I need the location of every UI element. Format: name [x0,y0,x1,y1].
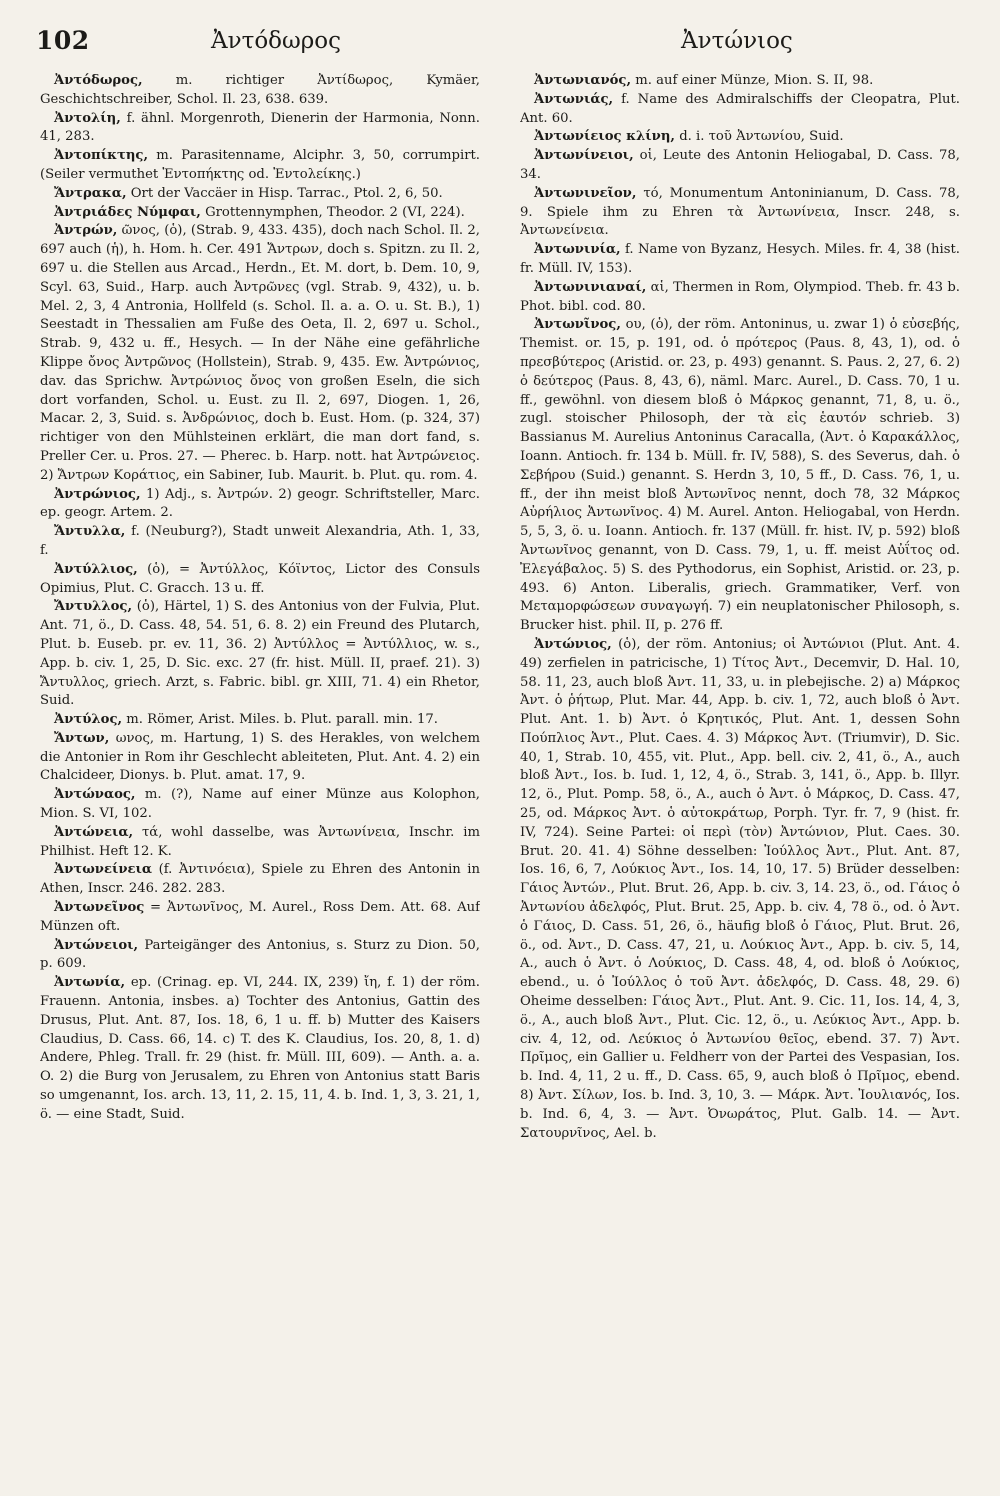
entry-headword: Ἀντωνεῖνος [54,900,145,916]
entry-definition: f. (Neuburg?), Stadt unweit Alexandria, Ath. 1, 33, f. [40,524,480,558]
entry-headword: Ἀντύλος, [54,712,123,728]
dictionary-entry [520,636,960,1144]
entry-definition: οἱ, Leute des Antonin Heliogabal, D. Cass. 78, 34. [520,148,960,182]
dictionary-entry [40,937,480,975]
entry-definition: ep. (Crinag. ep. VI, 244. IX, 239) ἴη, f. 1) der röm. Frauenn. Antonia, insbes. a) Tochter des Antonius, Gattin des Drusus, Plut. Ant. 87, Ios. 18, 6, 1 u. ff. b) Mutter des Kaisers Claudius, D. Cass. 66, 14. c) T. des K. Claudius, Ios. 20, 8, 1. d) Andere, Phleg. Trall. fr. 29 (hist. fr. Müll. III, 609). — Anth. a. a. O. 2) die Burg von Jerusalem, zu Ehren von Antonius statt Baris so umgenannt, Ios. arch. 13, 11, 2. 15, 11, 4. b. Ind. 1, 3, 3. 21, 1, ö. — eine Stadt, Suid. [40,975,480,1122]
dictionary-entry [40,786,480,824]
entry-definition: m. Parasitenname, Alciphr. 3, 50, corrumpirt. (Seiler vermuthet Ἐντοπήκτης od. Ἐντολείκης.) [40,148,480,182]
entry-headword: Ἀντωνιανός, [534,73,632,88]
entry-definition: ου, (ὁ), der röm. Antoninus, u. zwar 1) ὁ εὐσεβής, Themist. or. 15, p. 191, od. ὁ πρότερος (Paus. 8, 43, 1), od. ὁ πρεσβύτερος (Aristid. or. 23, p. 493) genannt. S. Paus. 2, 27, 6. 2) ὁ δεύτερος (Paus. 8, 43, 6), näml. Marc. Aurel., D. Cass. 70, 1 u. ff., gewöhnl. von diesem bloß ὁ Μάρκος genannt, 71, 8, u. ö., zugl. stoischer Philosoph, der τὰ εἰς ἑαυτόν schrieb. 3) Bassianus M. Aurelius Antoninus Caracalla, (Ἀντ. ὁ Καρακάλλος, Ioann. Antioch. fr. 134 b. Müll. fr. IV, 588), S. des Severus, dah. ὁ Σεβήρου (Suid.) genannt. S. Herdn 3, 10, 5 ff., D. Cass. 76, 1, u. ff., der ihn meist bloß Ἀντωνῖνος nennt, doch 78, 32 Μάρκος Αὐρήλιος Ἀντωνῖνος. 4) M. Aurel. Anton. Heliogabal, von Herdn. 5, 5, 3, ö. u. Ioann. Antioch. fr. 137 (Müll. fr. hist. IV, p. 592) bloß Ἀντωνῖνος genannt, von D. Cass. 79, 1, u. ff. meist Αὐΐτος od. Ἐλεγάβαλος. 5) S. des Pythodorus, ein Sophist, Aristid. or. 23, p. 493. 6) Anton. Liberalis, griech. Grammatiker, Verf. von Μεταμορφώσεων συναγωγή. 7) ein neuplatonischer Philosoph, s. Brucker hist. phil. II, p. 276 ff. [520,317,960,634]
entry-headword: Ἀντύλλιος, [54,561,138,577]
dictionary-entry [520,72,960,91]
entry-definition: τά, wohl dasselbe, was Ἀντωνίνεια, Inschr. im Philhist. Heft 12. K. [40,824,480,859]
left-running-headword: Ἀντόδωρος [211,28,342,54]
entry-headword: Ἀντωνείνεια [54,862,153,878]
page-number: 102 [36,26,90,55]
entry-headword: Ἀντολίη, [54,110,121,126]
entry-definition: f. Name des Admiralschiffs der Cleopatra, Plut. Ant. 60. [520,91,960,126]
dictionary-entry [520,185,960,241]
dictionary-entry [520,147,960,185]
entry-headword: Ἀντριάδες Νύμφαι, [54,204,201,220]
entry-headword: Ἀντοπίκτης, [54,148,149,164]
dictionary-entry [40,561,480,599]
dictionary-entry [40,222,480,485]
entry-headword: Ἀντωνινιαναί, [534,279,647,295]
dictionary-entry [40,899,480,937]
dictionary-entry [40,486,480,524]
entry-headword: Ἀντώνειοι, [54,937,139,953]
entry-headword: Ἄντυλλος, [54,599,133,615]
dictionary-entry [40,147,480,185]
entry-definition: Ort der Vaccäer in Hisp. Tarrac., Ptol. 2, 6, 50. [126,185,443,201]
entry-headword: Ἀντωνιάς, [534,91,614,107]
dictionary-entry [40,523,480,561]
entry-headword: Ἀντωνινεῖον, [534,185,637,201]
entry-definition: (ὁ), = Ἀντύλλος, Κόϊντος, Lictor des Consuls Opimius, Plut. C. Gracch. 13 u. ff. [40,561,480,596]
entry-definition: (ὁ), der röm. Antonius; οἱ Ἀντώνιοι (Plut. Ant. 4. 49) zerfielen in patricische, 1) Τίτος Ἀντ., Decemvir, D. Hal. 10, 58. 11, 23, auch bloß Ἀντ. 11, 33, u. in plebejische. 2) a) Μάρκος Ἀντ. ὁ ῥήτωρ, Plut. Mar. 44, App. b. civ. 1, 72, auch bloß ὁ Ἀντ. Plut. Ant. 1. b) Ἀντ. ὁ Κρητικός, Plut. Ant. 1, dessen Sohn Πούπλιος Ἀντ., Plut. Caes. 4. 3) Μάρκος Ἀντ. (Triumvir), D. Sic. 40, 1, Strab. 10, 455, vit. Plut., App. bell. civ. 2, 41, ö., A., auch bloß Ἀντ., Ios. b. Iud. 1, 12, 4, ö., Strab. 3, 141, ö., App. b. Illyr. 12, ö., Plut. Pomp. 58, ö., A., auch ὁ Ἀντ. ὁ Μάρκος, D. Cass. 47, 25, od. Μάρκος Ἀντ. ὁ αὐτοκράτωρ, Porph. Tyr. fr. 7, 9 (hist. fr. IV, 724). Seine Partei: οἱ περὶ (τὸν) Ἀντώνιον, Plut. Caes. 30. Brut. 20. 41. 4) Söhne desselben: Ἰούλλος Ἀντ., Plut. Ant. 87, Ios. 16, 6, 7, Λούκιος Ἀντ., Ios. 14, 10, 17. 5) Brüder desselben: Γάιος Ἀντών., Plut. Brut. 26, App. b. civ. 3, 14. 23, ö., od. Γάιος ὁ Ἀντωνίου ἀδελφός, Plut. Brut. 25, App. b. civ. 4, 78 ö., od. ὁ Ἀντ. ὁ Γάιος, D. Cass. 51, 26, ö., häufig bloß ὁ Γάιος, Plut. Brut. 26, ö., od. Ἀντ., D. Cass. 47, 21, u. Λούκιος Ἀντ., App. b. civ. 5, 14, A., auch ὁ Ἀντ. ὁ Λούκιος, D. Cass. 48, 4, od. bloß ὁ Λούκιος, ebend., u. ὁ Ἰούλλος ὁ τοῦ Ἀντ. ἀδελφός, D. Cass. 48, 29. 6) Oheime desselben: Γάιος Ἀντ., Plut. Ant. 9. Cic. 11, Ios. 14, 4, 3, ö., A., auch bloß Ἀντ., Plut. Cic. 12, ö., u. Λεύκιος Ἀντ., App. b. civ. 4, 12, od. Λεύκιος ὁ Ἀντωνίου θεῖος, ebend. 37. 7) Ἀντ. Πρῖμος, ein Gallier u. Feldherr von der Partei des Vespasian, Ios. b. Ind. 4, 11, 2 u. ff., D. Cass. 65, 9, auch bloß ὁ Πρῖμος, ebend. 8) Ἀντ. Σίλων, Ios. b. Ind. 3, 10, 3. — Μάρκ. Ἀντ. Ἰουλιανός, Ios. b. Ind. 6, 4, 3. — Ἀντ. Ὀνωράτος, Plut. Galb. 14. — Ἀντ. Σατουρνῖνος, Ael. b. [520,636,960,1141]
entry-definition: Grottennymphen, Theodor. 2 (VI, 224). [200,204,465,220]
entry-definition: ωνος, m. Hartung, 1) S. des Herakles, von welchem die Antonier in Rom ihr Geschlecht ableiteten, Plut. Ant. 4. 2) ein Chalcideer, Dionys. b. Plut. amat. 17, 9. [40,730,480,784]
entry-definition: d. i. τοῦ Ἀντωνίου, Suid. [675,129,844,145]
entry-headword: Ἀντόδωρος, [54,73,143,88]
entry-headword: Ἄντων, [54,730,110,746]
dictionary-entry [520,91,960,129]
dictionary-entry [520,128,960,147]
dictionary-entry [40,861,480,899]
entry-definition: m. (?), Name auf einer Münze aus Kolophon, Mion. S. VI, 102. [40,787,480,822]
entry-headword: Ἀντώναος, [54,787,136,803]
right-column [520,72,960,1482]
entry-headword: Ἀντωνῖνος, [534,317,621,333]
left-column [40,72,480,1482]
entry-headword: Ἀντωνίειος κλίνη, [534,129,675,145]
entry-definition: αἱ, Thermen in Rom, Olympiod. Theb. fr. 43 b. Phot. bibl. cod. 80. [520,279,960,314]
entry-headword: Ἀντώνιος, [534,636,612,652]
dictionary-entry [40,974,480,1124]
entry-definition: 1) Adj., s. Ἀντρών. 2) geogr. Schriftsteller, Marc. ep. geogr. Artem. 2. [40,486,480,521]
entry-definition: f. Name von Byzanz, Hesych. Miles. fr. 4, 38 (hist. fr. Müll. IV, 153). [520,242,960,276]
dictionary-entry [40,110,480,148]
entry-headword: Ἄντυλλα, [54,524,126,540]
entry-definition: = Ἀντωνῖνος, M. Aurel., Ross Dem. Att. 68. Auf Münzen oft. [40,900,480,934]
right-running-headword: Ἀντώνιος [681,28,793,54]
entry-headword: Ἄντρακα, [54,185,127,201]
entry-headword: Ἀντρών, [54,223,118,239]
entry-definition: ῶνος, (ὁ), (Strab. 9, 433. 435), doch nach Schol. Il. 2, 697 auch (ἡ), h. Hom. h. Cer. 491 Ἄντρων, doch s. Spitzn. zu Il. 2, 697 u. die Stellen aus Arcad., Herdn., Et. M. dort, b. Dem. 10, 9, Scyl. 63, Suid., Harp. auch Ἀντρῶνες (vgl. Strab. 9, 432), u. b. Mel. 2, 3, 4 Antronia, Hollfeld (s. Schol. Il. a. a. O. u. St. B.), 1) Seestadt in Thessalien am Fuße des Oeta, Il. 2, 697 u. Schol., Strab. 9, 432 u. ff., Hesych. — In der Nähe eine gefährliche Klippe ὄνος Ἀντρῶνος (Hollstein), Strab. 9, 435. Ew. Ἀντρώνιος, dav. das Sprichw. Ἀντρώνιος ὄνος von großen Eseln, die sich dort vorfanden, Schol. u. Eust. zu Il. 2, 697, Diogen. 1, 26, Macar. 2, 3, Suid. s. Ἀνδρώνιος, doch b. Eust. Hom. (p. 324, 37) richtiger von den Mühlsteinen erklärt, die man dort fand, s. Preller Cer. u. Pros. 27. — Pherec. b. Harp. nott. hat Ἀντρώνειος. 2) Ἄντρων Κοράτιος, ein Sabiner, Iub. Maurit. b. Plut. qu. rom. 4. [40,223,480,483]
dictionary-entry [40,598,480,711]
entry-definition: (f. Ἀντινόεια), Spiele zu Ehren des Antonin in Athen, Inscr. 246. 282. 283. [40,862,480,897]
dictionary-entry [520,316,960,636]
dictionary-entry [520,241,960,279]
entry-headword: Ἀντωνινία, [534,242,621,258]
dictionary-entry [40,730,480,786]
dictionary-entry [40,185,480,204]
dictionary-entry [40,824,480,862]
entry-definition: Parteigänger des Antonius, s. Sturz zu Dion. 50, p. 609. [40,937,480,972]
entry-definition: m. Römer, Arist. Miles. b. Plut. parall. min. 17. [122,712,438,728]
entry-definition: f. ähnl. Morgenroth, Dienerin der Harmonia, Nonn. 41, 283. [40,110,480,145]
entry-definition: (ὁ), Härtel, 1) S. des Antonius von der Fulvia, Plut. Ant. 71, ö., D. Cass. 48, 54. 51, 6. 8. 2) ein Freund des Plutarch, Plut. b. Euseb. pr. ev. 11, 36. 2) Ἀντύλλος = Ἀντύλλιος, w. s., App. b. civ. 1, 25, D. Sic. exc. 27 (fr. hist. Müll. II, praef. 21). 3) Ἄντυλλος, griech. Arzt, s. Fabric. bibl. gr. XIII, 71. 4) ein Rhetor, Suid. [40,599,480,709]
dictionary-entry [40,204,480,223]
dictionary-entry [520,279,960,317]
entry-definition: m. richtiger Ἀντίδωρος, Kymäer, Geschichtschreiber, Schol. Il. 23, 638. 639. [40,73,480,107]
entry-headword: Ἀντωνίνειοι, [534,148,634,164]
page-header [36,26,960,66]
entry-definition: m. auf einer Münze, Mion. S. II, 98. [631,73,874,88]
entry-headword: Ἀντωνία, [54,975,126,991]
entry-headword: Ἀντώνεια, [54,824,134,840]
entry-definition: τό, Monumentum Antoninianum, D. Cass. 78, 9. Spiele ihm zu Ehren τὰ Ἀντωνίνεια, Inscr. 248, s. Ἀντωνείνεια. [520,185,960,239]
dictionary-entry [40,72,480,110]
entry-headword: Ἀντρώνιος, [54,486,141,502]
dictionary-entry [40,711,480,730]
